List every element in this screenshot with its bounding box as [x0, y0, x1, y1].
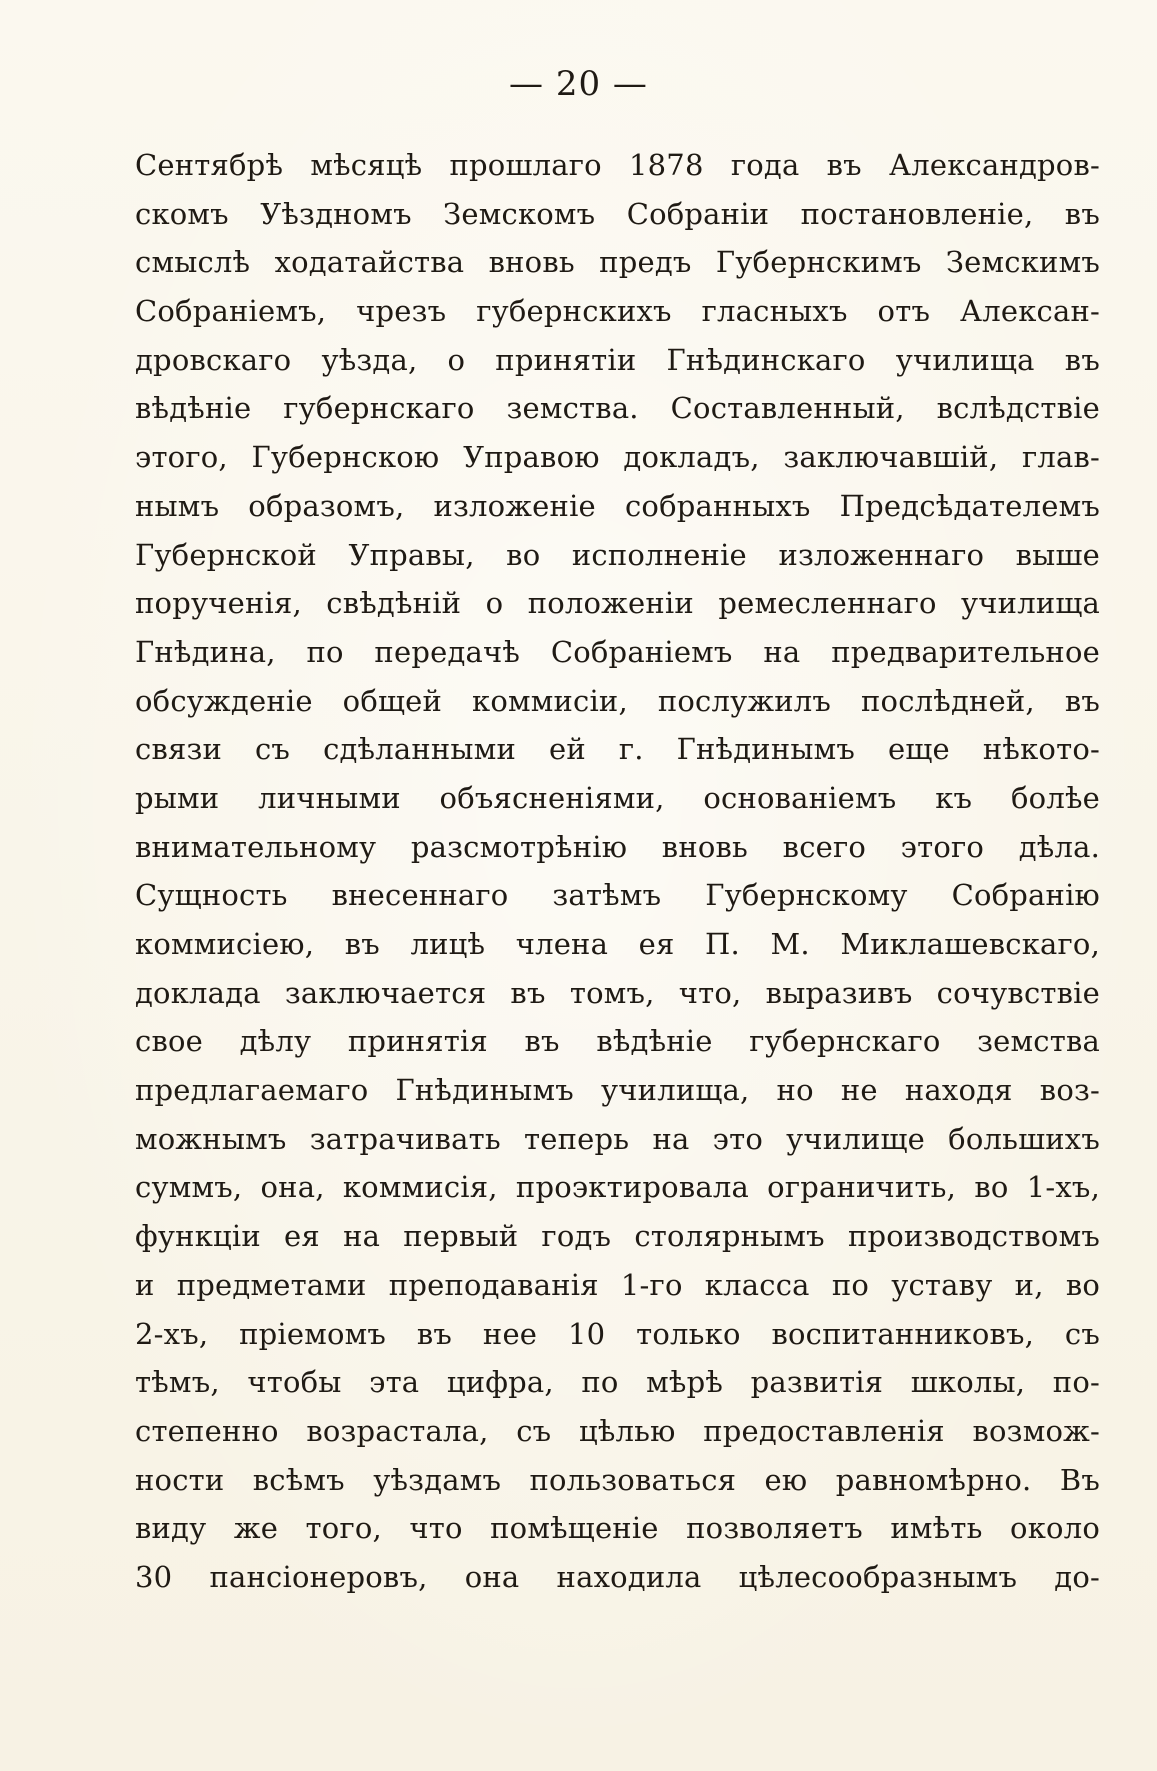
text-line: 2-хъ, пріемомъ въ нее 10 только воспитанниковъ, съ — [135, 1316, 1100, 1351]
text-line: ности всѣмъ уѣздамъ пользоваться ею равномѣрно. Въ — [135, 1462, 1100, 1497]
text-line: рыми личными объясненіями, основаніемъ къ болѣе — [135, 780, 1100, 815]
text-line: смыслѣ ходатайства вновь предъ Губернскимъ Земскимъ — [135, 245, 1100, 280]
text-line: дровскаго уѣзда, о принятіи Гнѣдинскаго училища въ — [135, 342, 1100, 377]
text-line: Гнѣдина, по передачѣ Собраніемъ на предварительное — [135, 634, 1100, 669]
text-line: степенно возрастала, съ цѣлью предоставленія возмож- — [135, 1413, 1100, 1448]
text-line: и предметами преподаванія 1-го класса по уставу и, во — [135, 1267, 1100, 1302]
text-line: свое дѣлу принятія въ вѣдѣніе губернскаго земства — [135, 1024, 1100, 1059]
text-line: виду же того, что помѣщеніе позволяетъ имѣть около — [135, 1511, 1100, 1546]
text-line: коммисіею, въ лицѣ члена ея П. М. Миклашевскаго, — [135, 927, 1100, 961]
text-line: Сущность внесеннаго затѣмъ Губернскому Собранію — [135, 878, 1100, 913]
text-line: суммъ, она, коммисія, проэктировала ограничить, во 1-хъ, — [135, 1170, 1100, 1205]
text-line: обсужденіе общей коммисіи, послужилъ послѣдней, въ — [135, 683, 1100, 718]
text-line: вѣдѣніе губернскаго земства. Составленный, вслѣдствіе — [135, 391, 1100, 426]
text-line: Собраніемъ, чрезъ губернскихъ гласныхъ отъ Алексан- — [135, 294, 1100, 329]
text-line: внимательному разсмотрѣнію вновь всего этого дѣла. — [135, 829, 1100, 864]
text-line: порученія, свѣдѣній о положеніи ремесленнаго училища — [135, 586, 1100, 621]
text-line: Губернской Управы, во исполненіе изложеннаго выше — [135, 537, 1100, 572]
text-line: связи съ сдѣланными ей г. Гнѣдинымъ еще нѣкото- — [135, 732, 1100, 767]
text-line: скомъ Уѣздномъ Земскомъ Собраніи постановленіе, въ — [135, 196, 1100, 231]
page-number: — 20 — — [509, 64, 648, 104]
text-line: доклада заключается въ томъ, что, выразивъ сочувствіе — [135, 975, 1100, 1010]
text-line: можнымъ затрачивать теперь на это училище большихъ — [135, 1121, 1100, 1156]
body-text — [135, 141, 1100, 1602]
text-line: этого, Губернскою Управою докладъ, заключавшій, глав- — [135, 440, 1100, 475]
text-line: функціи ея на первый годъ столярнымъ производствомъ — [135, 1219, 1100, 1254]
text-line: предлагаемаго Гнѣдинымъ училища, но не находя воз- — [135, 1073, 1100, 1108]
text-line: Сентябрѣ мѣсяцѣ прошлаго 1878 года въ Александров- — [135, 148, 1100, 182]
text-line: нымъ образомъ, изложеніе собранныхъ Предсѣдателемъ — [135, 488, 1100, 523]
text-line: тѣмъ, чтобы эта цифра, по мѣрѣ развитія школы, по- — [135, 1365, 1100, 1400]
text-line: 30 пансіонеровъ, она находила цѣлесообразнымъ до- — [135, 1559, 1100, 1594]
